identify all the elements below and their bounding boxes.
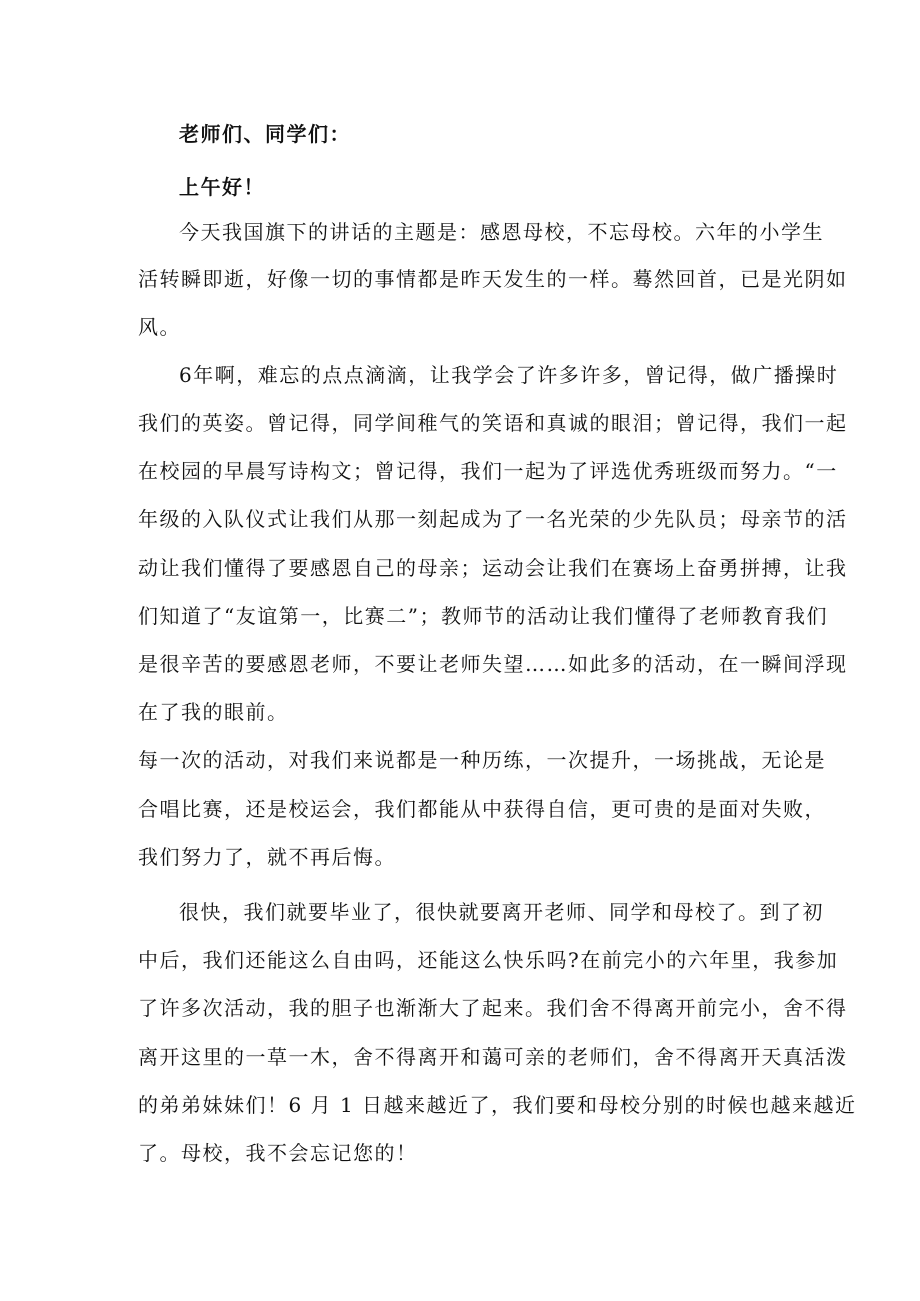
- greeting-line: 上午好！: [179, 175, 265, 199]
- paragraph-1-line-2: 活转瞬即逝，好像一切的事情都是昨天发生的一样。蓦然回首，已是光阴如: [138, 267, 848, 291]
- salutation-line: 老师们、同学们：: [179, 122, 351, 146]
- paragraph-2-line-1: 6年啊，难忘的点点滴滴，让我学会了许多许多，曾记得，做广播操时: [179, 363, 839, 387]
- paragraph-2-line-5: 动让我们懂得了要感恩自己的母亲；运动会让我们在赛场上奋勇拼搏，让我: [138, 556, 848, 580]
- paragraph-4-line-2: 中后，我们还能这么自由吗，还能这么快乐吗?在前完小的六年里，我参加: [138, 948, 839, 972]
- paragraph-2-line-8: 在了我的眼前。: [138, 700, 289, 724]
- paragraph-4-line-6: 了。母校，我不会忘记您的！: [138, 1141, 418, 1165]
- paragraph-1-line-1: 今天我国旗下的讲话的主题是：感恩母校，不忘母校。六年的小学生: [179, 220, 824, 244]
- paragraph-4-line-1: 很快，我们就要毕业了，很快就要离开老师、同学和母校了。到了初: [179, 900, 824, 924]
- paragraph-2-line-7: 是很辛苦的要感恩老师，不要让老师失望……如此多的活动，在一瞬间浮现: [138, 652, 848, 676]
- paragraph-2-line-6: 们知道了“友谊第一，比赛二”；教师节的活动让我们懂得了老师教育我们: [138, 604, 828, 628]
- paragraph-1-line-3: 风。: [138, 315, 181, 339]
- paragraph-3-line-2: 合唱比赛，还是校运会，我们都能从中获得自信，更可贵的是面对失败，: [138, 797, 826, 821]
- paragraph-2-line-2: 我们的英姿。曾记得，同学间稚气的笑语和真诚的眼泪；曾记得，我们一起: [138, 411, 848, 435]
- paragraph-3-line-3: 我们努力了，就不再后悔。: [138, 845, 396, 869]
- paragraph-4-line-3: 了许多次活动，我的胆子也渐渐大了起来。我们舍不得离开前完小，舍不得: [138, 996, 848, 1020]
- paragraph-4-line-5: 的弟弟妹妹们！6 月 1 日越来越近了，我们要和母校分别的时候也越来越近: [138, 1093, 857, 1117]
- paragraph-2-line-4: 年级的入队仪式让我们从那一刻起成为了一名光荣的少先队员；母亲节的活: [138, 507, 848, 531]
- paragraph-2-line-3: 在校园的早晨写诗构文；曾记得，我们一起为了评选优秀班级而努力。“一: [138, 459, 838, 483]
- paragraph-3-line-1: 每一次的活动，对我们来说都是一种历练，一次提升，一场挑战，无论是: [138, 748, 826, 772]
- paragraph-4-line-4: 离开这里的一草一木，舍不得离开和蔼可亲的老师们，舍不得离开天真活泼: [138, 1045, 848, 1069]
